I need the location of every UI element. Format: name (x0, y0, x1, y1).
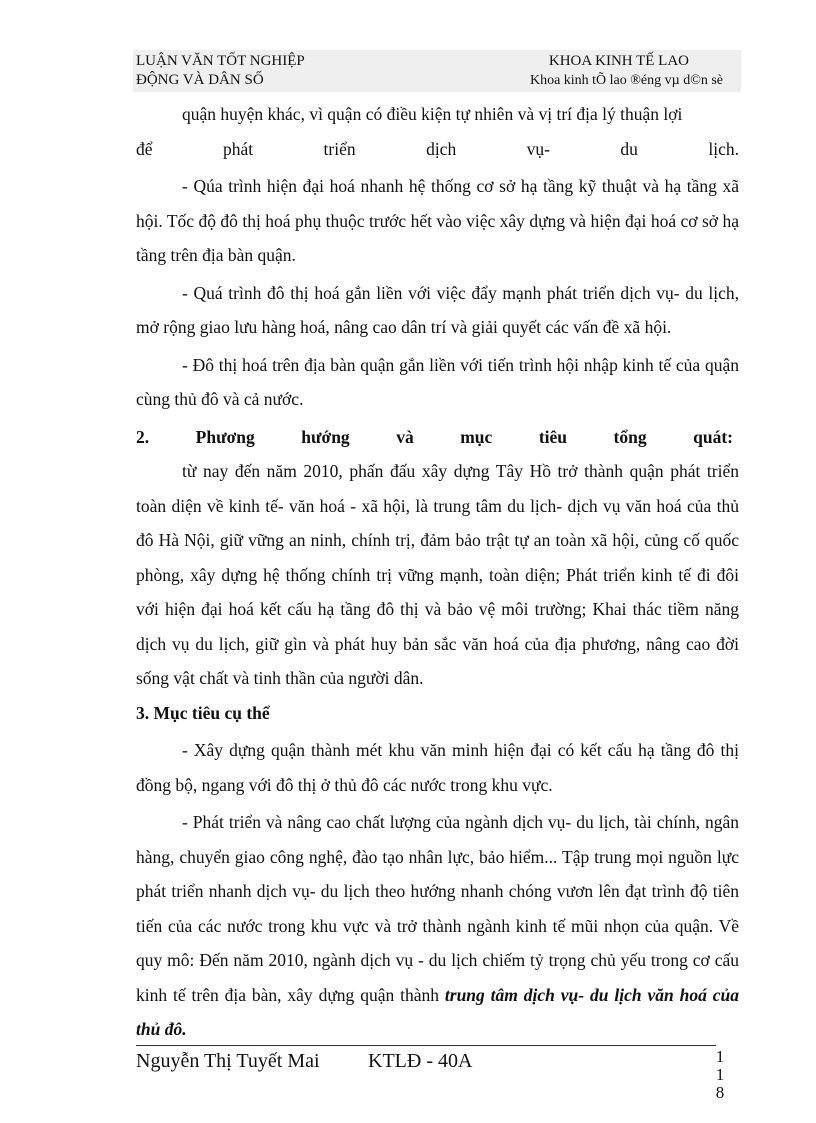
header-right-line2: Khoa kinh tÕ lao ®éng vµ d©n sè (529, 73, 723, 88)
word: du (620, 138, 638, 159)
word: để (136, 138, 153, 159)
page-number (714, 1048, 726, 1102)
heading-word: tổng (613, 426, 647, 447)
paragraph-continuation-line1: quận huyện khác, vì quận có điều kiện tự nhiên và vị trí địa lý thuận lợi (182, 104, 683, 124)
paragraph-6-emphasis: trung tâm dịch vụ- du lịch văn hoá của thủ đô. (136, 984, 739, 1039)
page-number-digit: 1 (715, 1065, 725, 1084)
heading-word: và (396, 426, 414, 447)
word: vụ- (526, 138, 550, 159)
header-left-line1: LUẬN VĂN TỐT NGHIỆP (136, 53, 305, 69)
paragraph-6 (136, 805, 739, 1047)
header-right-line1: KHOA KINH TẾ LAO (548, 53, 689, 69)
heading-word: tiêu (538, 426, 568, 447)
paragraph-3: - Đô thị hoá trên địa bàn quận gắn liền với tiến trình hội nhập kinh tế của quận cùng thủ đô và cả nước. (136, 354, 739, 409)
heading-word: mục (460, 426, 493, 447)
heading-word: quát: (693, 426, 733, 447)
word: phát (222, 138, 254, 159)
word: triển (323, 138, 356, 159)
paragraph-5: - Xây dựng quận thành mét khu văn minh hiện đại có kết cấu hạ tầng đô thị đồng bộ, ngang với đô thị ở thủ đô các nước trong khu vực. (136, 740, 739, 795)
word: dịch (426, 138, 457, 159)
page-number-digit: 8 (715, 1083, 725, 1102)
footer-divider (136, 1045, 716, 1046)
heading-word: Phương (195, 426, 255, 447)
footer-author: Nguyễn Thị Tuyết Mai (136, 1050, 320, 1072)
paragraph-1: - Qúa trình hiện đại hoá nhanh hệ thống cơ sở hạ tầng kỹ thuật và hạ tầng xã hội. Tốc độ đô thị hoá phụ thuộc trước hết vào việc xây dựng và hiện đại hoá cơ sở hạ tầng trên địa bàn quận. (136, 176, 739, 265)
header-left-line2: ĐỘNG VÀ DÂN SỐ (136, 72, 264, 88)
footer-class-code: KTLĐ - 40A (368, 1050, 473, 1072)
paragraph-continuation-line2 (136, 132, 739, 167)
page-number-digit: 1 (715, 1047, 725, 1066)
heading-word: hướng (301, 426, 350, 447)
section-heading-3: 3. Mục tiêu cụ thể (136, 702, 270, 723)
paragraph-2: - Quá trình đô thị hoá gắn liền với việc đẩy mạnh phát triển dịch vụ- du lịch, mở rộng giao lưu hàng hoá, nâng cao dân trí và giải quyết các vấn đề xã hội. (136, 282, 739, 337)
page-footer (136, 1050, 472, 1073)
paragraph-6-text: - Phát triển và nâng cao chất lượng của ngành dịch vụ- du lịch, tài chính, ngân hàng, chuyển giao công nghệ, đào tạo nhân lực, bảo hiểm... Tập trung mọi nguồn lực phát triển nhanh dịch vụ- du lịch theo hướng nhanh chóng vươn lên đạt trình độ tiên tiến của các nước trong khu vực và trở thành ngành kinh tế mũi nhọn của quận. Về quy mô: Đến năm 2010, ngành dịch vụ - du lịch chiếm tỷ trọng chủ yếu trong cơ cấu kinh tế trên địa bàn, xây dựng quận thành (136, 812, 739, 1005)
page-header (133, 50, 741, 92)
heading-word: 2. (136, 426, 150, 447)
paragraph-4: từ nay đến năm 2010, phấn đấu xây dựng Tây Hồ trở thành quận phát triển toàn diện về kinh tế- văn hoá - xã hội, là trung tâm du lịch- dịch vụ văn hoá của thủ đô Hà Nội, giữ vững an ninh, chính trị, đảm bảo trật tự an toàn xã hội, củng cố quốc phòng, xây dựng hệ thống chính trị vững mạnh, toàn diện; Phát triển kinh tế đi đôi với hiện đại hoá kết cấu hạ tầng đô thị và bảo vệ môi trường; Khai thác tiềm năng dịch vụ du lịch, giữ gìn và phát huy bản sắc văn hoá của địa phương, nâng cao đời sống vật chất và tinh thần của người dân. (136, 461, 739, 688)
section-heading-2 (136, 420, 739, 455)
word: lịch. (708, 138, 739, 159)
document-body (136, 97, 739, 1047)
